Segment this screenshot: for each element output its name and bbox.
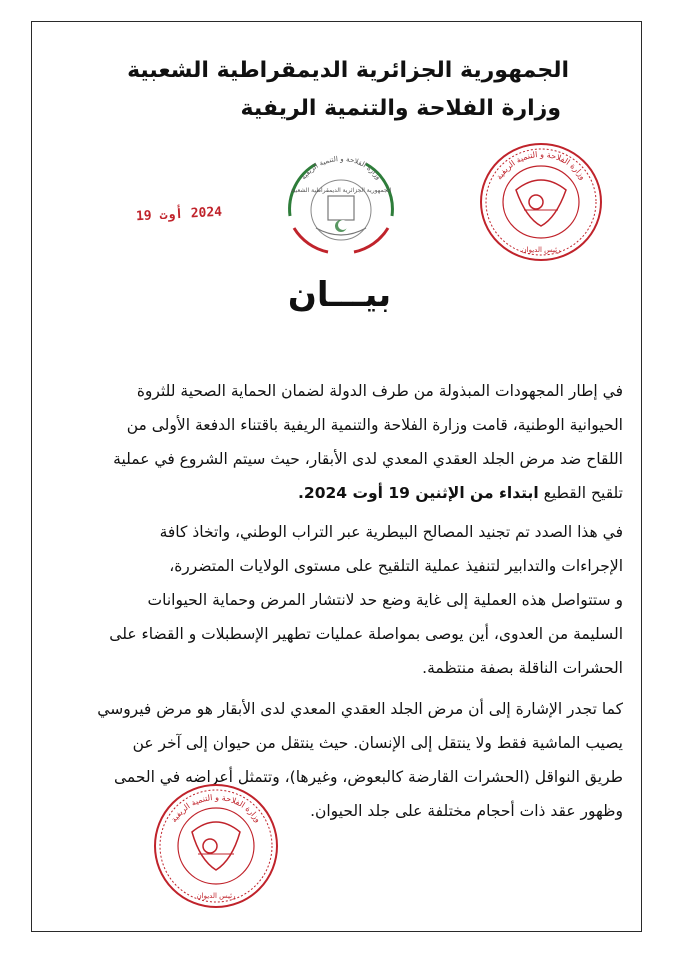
- emblem-inner-text: الجمهورية الجزائرية الديمقراطية الشعبية: [290, 187, 392, 194]
- ministry-emblem: [276, 146, 406, 256]
- seal-top-ring-text: وزارة الفلاحة و التنمية الريفية: [494, 149, 588, 182]
- seal-bottom-label: رئيس الديوان: [196, 892, 236, 900]
- paragraph-line: طريق النواقل (الحشرات القارضة كالبعوض، وغيرها)، وتتمثل أعراضه في الحمى: [113, 768, 623, 786]
- seal-bottom-ring-text: وزارة الفلاحة و التنمية الريفية: [169, 792, 263, 825]
- paragraph-line: كما تجدر الإشارة إلى أن مرض الجلد العقدي المعدي لدى الأبقار هو مرض فيروسي: [97, 700, 623, 718]
- seal-top-label: رئيس الديوان: [521, 246, 561, 254]
- header-republic: الجمهورية الجزائرية الديمقراطية الشعبية: [127, 58, 569, 83]
- paragraph-3: [52, 692, 623, 828]
- paragraph-text: تلقيح القطيع: [543, 484, 623, 502]
- emblem-ring-text: وزارة الفلاحة و التنمية الريفية: [299, 154, 383, 182]
- paragraph-line: الإجراءات والتدابير لتنفيذ عملية التلقيح على مستوى الولايات المتضررة،: [169, 557, 623, 575]
- paragraph-line: و ستتواصل هذه العملية إلى غاية وضع حد لانتشار المرض وحماية الحيوانات: [147, 591, 623, 609]
- header-ministry: وزارة الفلاحة والتنمية الريفية: [240, 96, 561, 121]
- paragraph-line: يصيب الماشية فقط ولا ينتقل إلى الإنسان. حيث ينتقل من حيوان إلى آخر عن: [132, 734, 623, 752]
- paragraph-line: [52, 476, 623, 510]
- paragraph-line: السليمة من العدوى، أين يوصى بمواصلة عمليات تطهير الإسطبلات و القضاء على: [109, 625, 623, 643]
- paragraph-1: [52, 374, 623, 510]
- paragraph-line: الحيوانية الوطنية، قامت وزارة الفلاحة والتنمية الريفية باقتناء الدفعة الأولى من: [126, 416, 623, 434]
- paragraph-line: في هذا الصدد تم تجنيد المصالح البيطرية عبر التراب الوطني، واتخاذ كافة: [159, 523, 623, 541]
- paragraph-line: الحشرات الناقلة بصفة منتظمة.: [422, 659, 623, 677]
- paragraph-line: اللقاح ضد مرض الجلد العقدي المعدي لدى الأبقار، حيث سيتم الشروع في عملية: [113, 450, 623, 468]
- official-seal-bottom: [150, 780, 282, 912]
- vaccination-start-date: ابتداء من الإثنين 19 أوت 2024.: [298, 484, 539, 502]
- paragraph-2: [52, 515, 623, 685]
- date-stamp: 2024 أوت 19: [135, 204, 223, 225]
- svg-text:وزارة الفلاحة و التنمية الريفي: [300, 155, 383, 181]
- page-title: بيـــان: [287, 275, 392, 315]
- official-seal-top: [476, 140, 606, 265]
- paragraph-line: وظهور عقد ذات أحجام مختلفة على جلد الحيوان.: [310, 802, 623, 820]
- paragraph-line: في إطار المجهودات المبذولة من طرف الدولة لضمان الحماية الصحية للثروة: [136, 382, 623, 400]
